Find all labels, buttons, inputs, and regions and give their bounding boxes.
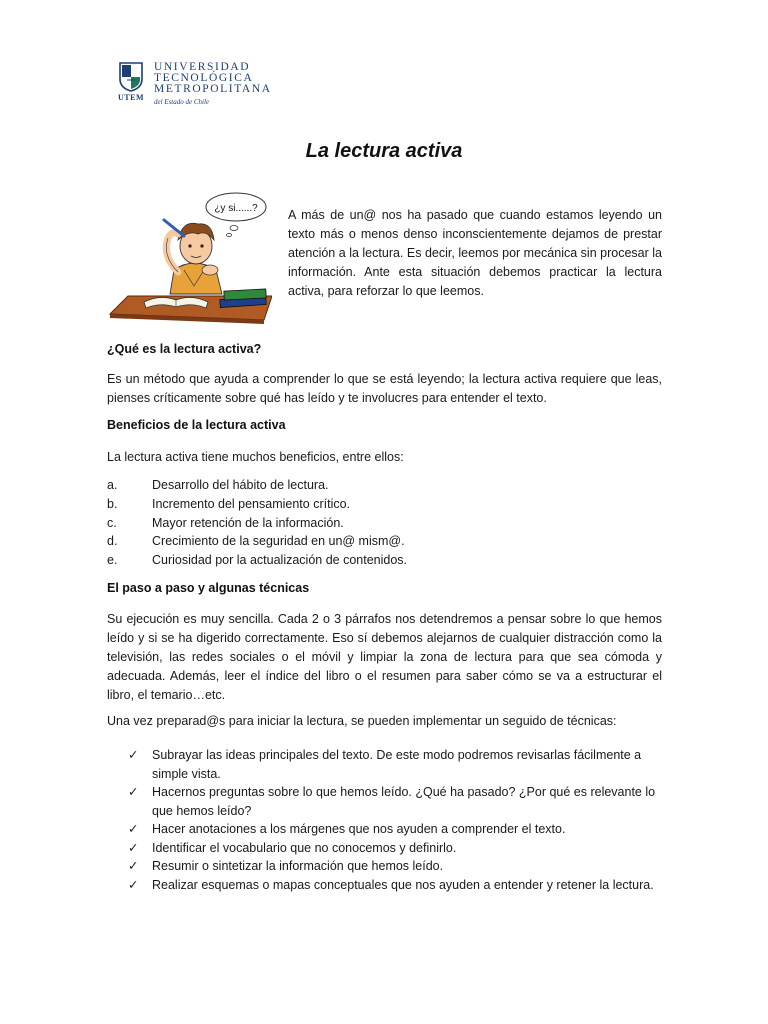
list-item-text: Mayor retención de la información. (152, 515, 344, 530)
list-item (107, 514, 407, 533)
student-thinking-illustration (106, 186, 272, 326)
paragraph-what-is: Es un método que ayuda a comprender lo que se está leyendo; la lectura activa requiere que leas, pienses críticamente sobre qué has leído y te involucres para entender el texto. (107, 372, 662, 405)
list-item (128, 876, 668, 895)
list-item (107, 551, 407, 570)
benefits-list (107, 476, 407, 570)
list-item (107, 495, 407, 514)
check-icon: ✓ (128, 877, 139, 892)
list-item-text: Resumir o sintetizar la información que hemos leído. (152, 859, 444, 873)
logo-wordmark (154, 62, 272, 106)
check-icon: ✓ (128, 822, 139, 836)
shield-icon (119, 62, 143, 92)
logo-line-2: TECNOLÓGICA (154, 72, 254, 84)
university-logo (116, 62, 272, 106)
list-marker: c. (107, 515, 117, 530)
list-item (128, 746, 668, 783)
check-icon: ✓ (128, 840, 139, 855)
check-icon: ✓ (128, 748, 139, 762)
logo-abbr: UTEM (118, 93, 144, 102)
paragraph-techniques-intro: Una vez preparad@s para iniciar la lectura, se pueden implementar un seguido de técnicas: (107, 714, 617, 728)
list-item-text: Incremento del pensamiento crítico. (152, 496, 351, 511)
list-item-text: Desarrollo del hábito de lectura. (152, 478, 329, 492)
list-marker: d. (107, 534, 118, 549)
logo-subtitle: del Estado de Chile (154, 98, 210, 106)
heading-what-is: ¿Qué es la lectura activa? (107, 342, 262, 356)
list-item (128, 820, 668, 839)
list-item-text: Crecimiento de la seguridad en un@ mism@. (152, 534, 405, 549)
check-icon: ✓ (128, 859, 139, 873)
list-item (107, 532, 407, 551)
logo-line-1: UNIVERSIDAD (154, 61, 251, 73)
list-item (128, 857, 668, 876)
intro-paragraph: A más de un@ nos ha pasado que cuando estamos leyendo un texto más o menos denso inconscientemente dejamos de prestar atención a la lectura. Es decir, leemos por mecánica sin procesar la información. Ante esta situación debemos practicar la lectura activa, para reforzar lo que leemos. (288, 208, 662, 298)
list-item-text: Subrayar las ideas principales del texto. De este modo podremos revisarlas fácilmente a simple vista. (152, 748, 642, 781)
techniques-list (128, 746, 668, 894)
list-marker: b. (107, 496, 118, 511)
page-title: La lectura activa (305, 140, 463, 162)
check-icon: ✓ (128, 785, 139, 799)
paragraph-steps: Su ejecución es muy sencilla. Cada 2 o 3 párrafos nos detendremos a pensar sobre lo que hemos leído y si se ha digerido correctamente. Eso sí debemos alejarnos de cualquier distracción como la televisión, las redes sociales o el móvil y limpiar la zona de lectura para que sea cómoda y adecuada. Además, leer el índice del libro o el resumen para saber cómo se va a estructurar el libro, el temario…etc. (107, 612, 662, 702)
list-item (128, 839, 668, 858)
logo-line-3: METROPOLITANA (154, 83, 272, 95)
heading-benefits: Beneficios de la lectura activa (107, 418, 286, 432)
list-item-text: Identificar el vocabulario que no conocemos y definirlo. (152, 840, 457, 855)
list-marker: e. (107, 553, 118, 568)
heading-steps: El paso a paso y algunas técnicas (107, 581, 310, 595)
list-item-text: Curiosidad por la actualización de contenidos. (152, 553, 408, 568)
thought-bubble-text: ¿y si......? (214, 203, 258, 214)
list-item-text: Hacer anotaciones a los márgenes que nos ayuden a comprender el texto. (152, 822, 566, 836)
list-item (128, 783, 668, 820)
list-item-text: Hacernos preguntas sobre lo que hemos leído. ¿Qué ha pasado? ¿Por qué es relevante lo que hemos leído? (152, 785, 656, 818)
list-item (107, 476, 407, 495)
logo-emblem (116, 62, 146, 102)
list-marker: a. (107, 478, 118, 492)
list-item-text: Realizar esquemas o mapas conceptuales que nos ayuden a entender y retener la lectura. (152, 877, 654, 892)
paragraph-benefits-intro: La lectura activa tiene muchos beneficios, entre ellos: (107, 450, 404, 464)
